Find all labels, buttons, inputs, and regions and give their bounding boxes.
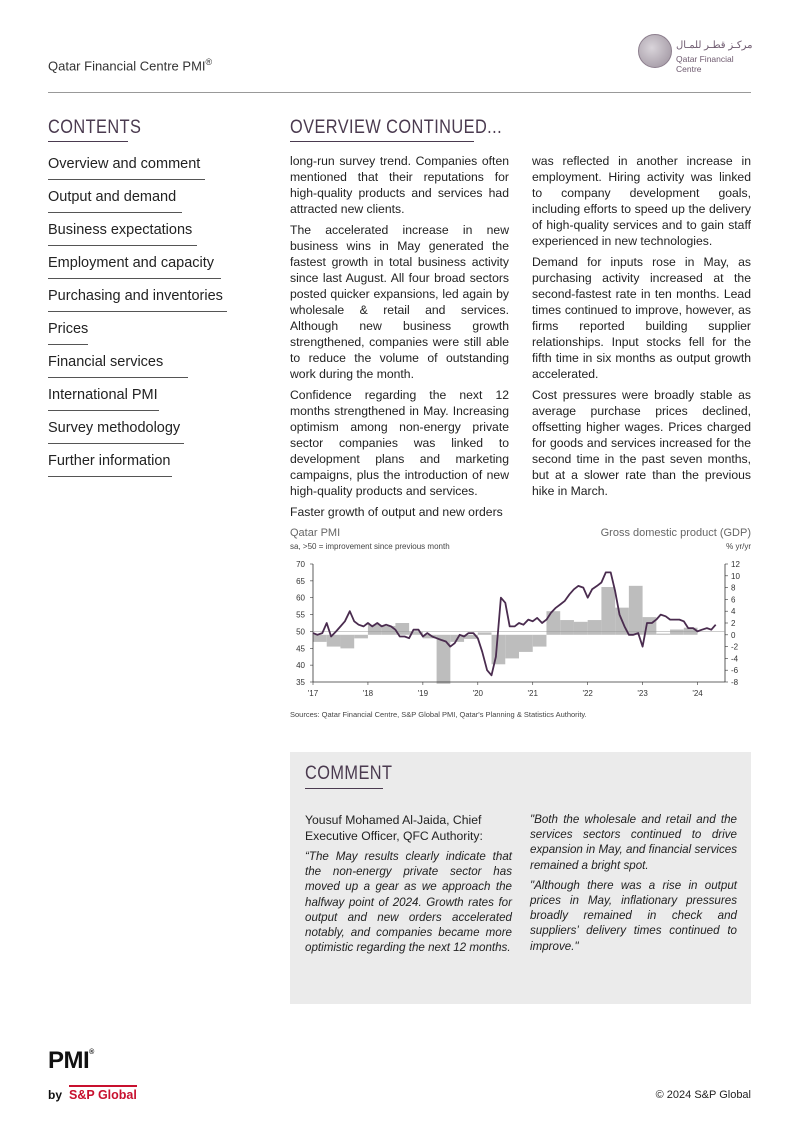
gdp-bar [340,635,354,649]
toc-item-label: Overview and comment [48,156,201,172]
x-tick-label: '21 [527,689,538,698]
comment-column-2 [530,812,737,959]
y-tick-label-left: 50 [296,627,305,637]
overview-paragraph: The accelerated increase in new business wins in May generated the fastest growth in total business activity since last August. All four broad sectors posted quicker expansions, led again by wholesale & retail and services. Although new business growth strengthened, companies were still able to reduce the volume of outstanding work during the month. [290,223,509,381]
logo-english-text: Qatar Financial Centre [676,54,734,74]
toc-item-underline [48,179,205,180]
toc-item-1[interactable] [48,154,258,187]
comment-paragraph: "Both the wholesale and retail and the services sectors continued to drive expansion in May, and financial services remained a bright spot. [530,813,737,872]
sp-global-logo: S&P Global [69,1085,137,1102]
y-tick-label-right: 0 [731,630,736,640]
toc-item-underline [48,311,227,312]
overview-paragraph: Cost pressures were broadly stable as average purchase prices declined, offsetting higher wages. Prices charged for goods and services increased for the second time in the past seven months, but at a slower rate than the previous hike in March. [532,388,751,498]
y-tick-label-right: 6 [731,595,736,605]
toc-item-9[interactable] [48,418,258,451]
y-tick-label-right: -6 [731,666,739,676]
toc-item-label: Output and demand [48,189,177,205]
toc-item-underline [48,443,184,444]
chart-title-left: Qatar PMI [290,527,341,539]
gdp-bar [519,635,533,652]
toc-item-underline [48,245,197,246]
y-tick-label-left: 40 [296,661,305,671]
gdp-bar [327,635,341,647]
logo-arabic-text: مركـز قطـر للمـال [676,40,753,51]
gdp-bar [505,635,519,659]
overview-heading-underline [290,141,474,142]
gdp-bar [588,620,602,635]
toc-item-5[interactable] [48,286,258,319]
contents-heading-underline [48,141,128,142]
y-tick-label-left: 70 [296,560,305,569]
qfc-emblem-icon [638,34,672,68]
chart-subtitle-left: sa, >50 = improvement since previous month [290,542,450,551]
gdp-bar [629,586,643,635]
toc-item-3[interactable] [48,220,258,253]
gdp-bar [478,632,492,634]
x-tick-label: '20 [472,689,484,698]
comment-heading: COMMENT [305,763,393,784]
gdp-bar [368,625,382,635]
overview-paragraph: was reflected in another increase in employment. Hiring activity was linked to company development goals, including efforts to speed up the delivery of high-quality services and to gain staff experienced in new technologies. [532,154,751,248]
toc-item-7[interactable] [48,352,258,385]
y-tick-label-right: 4 [731,607,736,617]
chart-sources: Sources: Qatar Financial Centre, S&P Global PMI, Qatar's Planning & Statistics Authority. [290,710,587,719]
x-tick-label: '22 [582,689,593,698]
chart-title-right: Gross domestic product (GDP) [600,527,751,539]
toc-item-label: Purchasing and inventories [48,288,223,304]
toc-item-2[interactable] [48,187,258,220]
y-tick-label-right: 12 [731,560,740,569]
comment-heading-underline [305,788,383,789]
y-tick-label-right: -2 [731,642,739,652]
copyright: © 2024 S&P Global [655,1089,751,1101]
gdp-bar [670,629,684,634]
pmi-gdp-chart [280,556,760,706]
toc-item-underline [48,476,172,477]
toc-item-underline [48,344,88,345]
y-tick-label-right: 8 [731,583,736,593]
y-tick-label-left: 55 [296,610,305,620]
gdp-bar [656,634,670,635]
comment-paragraph: “The May results clearly indicate that the non-energy private sector has moved up a gear as we approach the halfway point of 2024. Growth rates for output and new orders accelerated notably, and companies became more optimistic regarding the next 12 months. [305,850,512,955]
toc-item-8[interactable] [48,385,258,418]
toc-item-underline [48,377,188,378]
toc-item-label: Further information [48,453,171,469]
y-tick-label-left: 65 [296,576,305,586]
toc-item-4[interactable] [48,253,258,286]
overview-paragraph: Confidence regarding the next 12 months strengthened in May. Increasing optimism among non-energy private sector companies was linked to development plans and marketing campaigns, plus the introduction of new high-quality products and services. [290,388,509,498]
contents-heading: CONTENTS [48,117,142,138]
y-tick-label-right: 2 [731,619,736,628]
gdp-bar [601,587,615,635]
gdp-bar [533,635,547,647]
x-tick-label: '19 [417,689,429,698]
gdp-bar [574,622,588,635]
toc-item-label: Prices [48,321,89,337]
x-tick-label: '24 [692,689,703,698]
overview-column-1 [290,154,509,527]
pmi-logo: PMI® [48,1047,94,1074]
x-tick-label: '17 [307,689,319,698]
overview-heading: OVERVIEW CONTINUED... [290,117,503,138]
gdp-bar [354,635,368,639]
toc-item-label: Survey methodology [48,420,181,436]
header-divider [48,92,751,93]
toc-item-label: Employment and capacity [48,255,215,271]
toc-item-label: Financial services [48,354,164,370]
by-label: by [48,1088,63,1102]
toc-item-underline [48,212,182,213]
toc-item-6[interactable] [48,319,258,352]
toc-item-label: Business expectations [48,222,193,238]
report-title: Qatar Financial Centre PMI® [48,57,213,74]
comment-paragraph: "Although there was a rise in output prices in May, inflationary pressures broadly remained in check and suppliers’ delivery times continued to improve." [530,878,737,953]
gdp-bar [437,635,451,684]
overview-paragraph: Faster growth of output and new orders [290,505,503,520]
toc-item-underline [48,278,221,279]
gdp-bar [492,635,506,665]
overview-paragraph: Demand for inputs rose in May, as purchasing activity increased at the second-fastest rate in ten months. Lead times continued to improve, however, as firms reported building supplier relationships. Input stocks fell for the fifth time in six months as output growth accelerated. [532,255,751,381]
x-tick-label: '18 [362,689,374,698]
y-tick-label-left: 35 [296,678,305,687]
chart-subtitle-right: % yr/yr [726,542,751,551]
x-tick-label: '23 [637,689,648,698]
toc-item-10[interactable] [48,451,258,484]
gdp-bar [313,635,327,642]
y-tick-label-left: 60 [296,593,305,603]
comment-column-1 [305,849,512,960]
overview-paragraph: long-run survey trend. Companies often mentioned that their reputations for high-quality products and services had attracted new clients. [290,154,509,216]
y-tick-label-right: -8 [731,678,739,687]
overview-column-2 [532,154,751,505]
y-tick-label-right: 10 [731,571,740,581]
comment-author: Yousuf Mohamed Al-Jaida, Chief Executive Officer, QFC Authority: [305,813,483,843]
y-tick-label-left: 45 [296,644,305,654]
toc-item-label: International PMI [48,387,158,403]
y-tick-label-right: -4 [731,654,739,664]
qfc-logo [638,34,758,74]
table-of-contents [48,154,258,484]
toc-item-underline [48,410,159,411]
gdp-bar [560,620,574,635]
